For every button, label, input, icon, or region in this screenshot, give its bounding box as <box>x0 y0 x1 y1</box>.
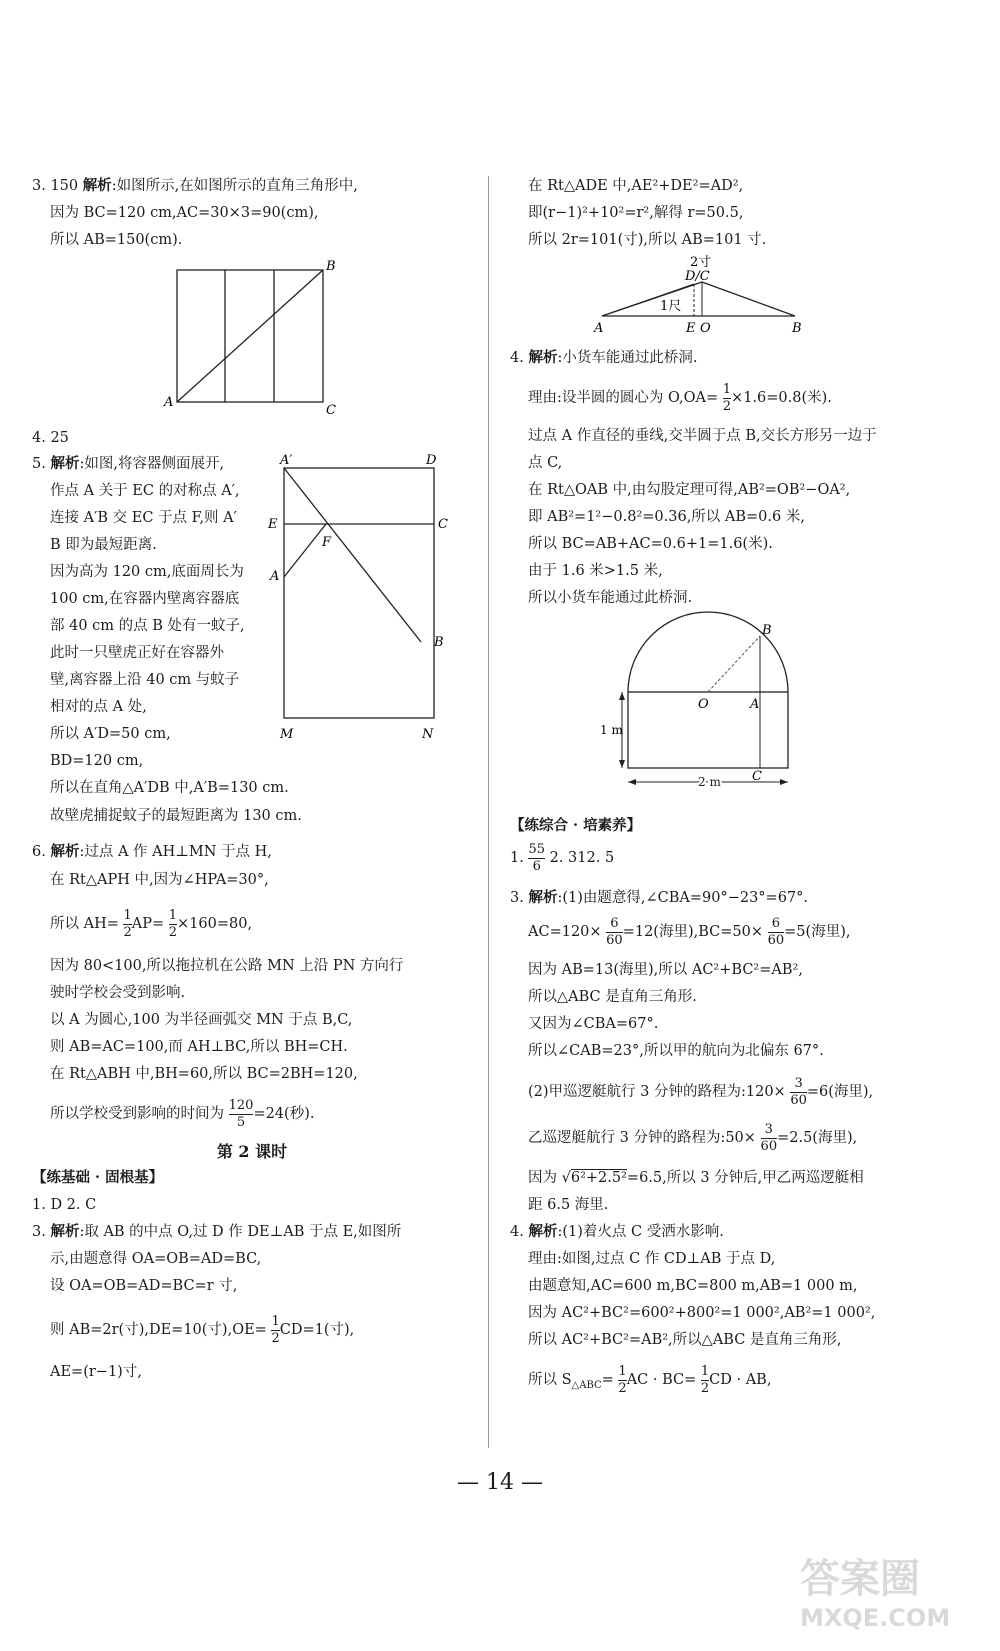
fig2-label-m: M <box>280 727 294 742</box>
figure-door-triangle <box>590 254 820 340</box>
fig4-label-a: A <box>750 697 760 712</box>
r-q1-2-answers: 1. $\frac{55}{6}$ 2. 312. 5 <box>510 841 615 874</box>
figure-rect-diagonal <box>152 256 352 416</box>
fig2-label-a: A <box>270 569 280 584</box>
q5-line2: 作点 A 关于 EC 的对称点 A′, <box>50 483 240 499</box>
fig4-label-1m: 1 m <box>600 723 623 737</box>
fig3-label-b: B <box>792 321 802 336</box>
r-q3-line8: 乙巡逻艇航行 3 分钟的路程为:50× $\frac{3}{60}$ =2.5(海里), <box>528 1121 858 1154</box>
r-q4b-line1: 4. 解析:(1)着火点 C 受洒水影响. <box>510 1223 724 1240</box>
q4-answer: 4. 25 <box>32 430 69 446</box>
r-q3-line5: 又因为∠CBA=67°. <box>528 1016 659 1032</box>
section-basic: 【练基础 · 固根基】 <box>32 1169 164 1186</box>
fig2-label-n: N <box>422 727 434 742</box>
q5-line8: 此时一只壁虎正好在容器外 <box>50 645 224 661</box>
r-q4-line7: 所以 BC=AB+AC=0.6+1=1.6(米). <box>528 536 773 552</box>
fig1-label-a: A <box>164 395 174 410</box>
r-q3-line2: AC=120× $\frac{6}{60}$ =12(海里),BC=50× $\frac{6}{60}$ =5(海里), <box>528 915 851 948</box>
fig4-label-2m: 2 m <box>698 775 721 789</box>
q6-line3: 所以 AH= $\frac{1}{2}$ AP= $\frac{1}{2}$ ×160=80, <box>50 907 253 940</box>
q6-line4: 因为 80<100,所以拖拉机在公路 MN 上沿 PN 方向行 <box>50 958 404 974</box>
q6-line7: 则 AB=AC=100,而 AH⊥BC,所以 BH=CH. <box>50 1039 348 1055</box>
fig1-label-c: C <box>326 403 336 416</box>
r-q4b-line4: 因为 AC²+BC²=600²+800²=1 000²,AB²=1 000², <box>528 1305 876 1321</box>
q6-line9: 所以学校受到影响的时间为 $\frac{120}{5}$ =24(秒). <box>50 1097 315 1130</box>
r1-line3: 所以 2r=101(寸),所以 AB=101 寸. <box>528 232 767 248</box>
watermark-logo: 答案圈 MXQE.COM <box>800 1556 951 1632</box>
r-q3-line4: 所以△ABC 是直角三角形. <box>528 989 697 1005</box>
r1-line1: 在 Rt△ADE 中,AE²+DE²=AD², <box>528 178 744 194</box>
fig3-label-2cun: 2寸 <box>690 255 712 270</box>
r-q4-line6: 即 AB²=1²−0.8²=0.36,所以 AB=0.6 米, <box>528 509 805 525</box>
fig4-label-o: O <box>698 697 709 712</box>
r-q3-line9: 因为 √6²+2.5²=6.5,所以 3 分钟后,甲乙两巡逻艇相 <box>528 1170 864 1186</box>
column-divider <box>488 176 489 1448</box>
r-q4b-line3: 由题意知,AC=600 m,BC=800 m,AB=1 000 m, <box>528 1278 858 1294</box>
r-q3-line6: 所以∠CAB=23°,所以甲的航向为北偏东 67°. <box>528 1043 824 1059</box>
r-q3-line7: (2)甲巡逻艇航行 3 分钟的路程为:120× $\frac{3}{60}$ =6(海里), <box>528 1075 874 1108</box>
q3-line1: 3. 150 解析:如图所示,在如图所示的直角三角形中, <box>32 177 358 194</box>
r-q4-line2: 理由:设半圆的圆心为 O,OA= $\frac{1}{2}$ ×1.6=0.8(米). <box>528 381 832 414</box>
q6-line8: 在 Rt△ABH 中,BH=60,所以 BC=2BH=120, <box>50 1066 358 1082</box>
q5-line9: 壁,离容器上沿 40 cm 与蚊子 <box>50 672 240 688</box>
fig2-label-a-prime: A′ <box>280 453 293 468</box>
r-q3-line3: 因为 AB=13(海里),所以 AC²+BC²=AB², <box>528 962 803 978</box>
fig3-label-dc: D/C <box>685 269 710 284</box>
q3b-line5: AE=(r−1)寸, <box>50 1364 142 1380</box>
fig3-label-a: A <box>594 321 604 336</box>
q5-line12: BD=120 cm, <box>50 753 144 769</box>
r-q4-line5: 在 Rt△OAB 中,由勾股定理可得,AB²=OB²−OA², <box>528 482 851 498</box>
q5-line5: 因为高为 120 cm,底面周长为 <box>50 564 244 580</box>
q5-line14: 故壁虎捕捉蚊子的最短距离为 130 cm. <box>50 808 302 824</box>
fig4-label-c: C <box>752 769 762 784</box>
q3b-line2: 示,由题意得 OA=OB=AD=BC, <box>50 1251 262 1267</box>
q3b-line4: 则 AB=2r(寸),DE=10(寸),OE= $\frac{1}{2}$ CD=1(寸), <box>50 1313 355 1346</box>
q6-line2: 在 Rt△APH 中,因为∠HPA=30°, <box>50 872 269 888</box>
r-q4-line8: 由于 1.6 米>1.5 米, <box>528 563 663 579</box>
r-q3-line10: 距 6.5 海里. <box>528 1197 609 1213</box>
q5-line4: B 即为最短距离. <box>50 537 157 553</box>
lesson-title: 第 2 课时 <box>216 1142 288 1161</box>
fig2-label-f: F <box>322 535 332 550</box>
section-comprehensive: 【练综合 · 培素养】 <box>510 817 642 834</box>
q5-line10: 相对的点 A 处, <box>50 699 147 715</box>
fig2-label-d: D <box>426 453 437 468</box>
r-q4-line4: 点 C, <box>528 455 563 471</box>
r-q4-line1: 4. 解析:小货车能通过此桥洞. <box>510 349 698 366</box>
page-number: — 14 — <box>457 1470 543 1495</box>
fig2-label-b: B <box>434 635 444 650</box>
fig3-label-1chi: 1尺 <box>660 299 682 314</box>
r1-line2: 即(r−1)²+10²=r²,解得 r=50.5, <box>528 205 744 221</box>
fig1-label-b: B <box>326 259 336 274</box>
q5-line6: 100 cm,在容器内壁离容器底 <box>50 591 240 607</box>
r-q4b-line6: 所以 $S_{\triangle ABC}=$ $\frac{1}{2}$ AC · BC= $\frac{1}{2}$ CD · AB, <box>528 1363 772 1396</box>
q5-line11: 所以 A′D=50 cm, <box>50 726 171 742</box>
q3-line3: 所以 AB=150(cm). <box>50 232 183 248</box>
q6-line1: 6. 解析:过点 A 作 AH⊥MN 于点 H, <box>32 843 272 860</box>
fig2-label-c: C <box>438 517 448 532</box>
q3b-line3: 设 OA=OB=AD=BC=r 寸, <box>50 1278 238 1294</box>
r-q4-line9: 所以小货车能通过此桥洞. <box>528 590 693 606</box>
figure-unfolded-cylinder <box>266 452 476 752</box>
r-q3-line1: 3. 解析:(1)由题意得,∠CBA=90°−23°=67°. <box>510 889 809 906</box>
r-q4-line3: 过点 A 作直径的垂线,交半圆于点 B,交长方形另一边于 <box>528 428 877 444</box>
fig4-label-b: B <box>762 623 772 638</box>
fig3-label-o: O <box>700 321 711 336</box>
q6-line6: 以 A 为圆心,100 为半径画弧交 MN 于点 B,C, <box>50 1012 353 1028</box>
r-q4b-line2: 理由:如图,过点 C 作 CD⊥AB 于点 D, <box>528 1251 776 1267</box>
q1-2-answers: 1. D 2. C <box>32 1197 97 1213</box>
q5-line3: 连接 A′B 交 EC 于点 F,则 A′ <box>50 510 237 526</box>
q3-line2: 因为 BC=120 cm,AC=30×3=90(cm), <box>50 205 319 221</box>
q3b-line1: 3. 解析:取 AB 的中点 O,过 D 作 DE⊥AB 于点 E,如图所 <box>32 1223 402 1240</box>
r-q4b-line5: 所以 AC²+BC²=AB²,所以△ABC 是直角三角形, <box>528 1332 842 1348</box>
q5-line1: 5. 解析:如图,将容器侧面展开, <box>32 455 225 472</box>
q6-line5: 驶时学校会受到影响. <box>50 985 186 1001</box>
q5-line7: 部 40 cm 的点 B 处有一蚊子, <box>50 618 245 634</box>
figure-bridge-arch <box>600 610 820 810</box>
fig3-label-e: E <box>686 321 696 336</box>
fig2-label-e: E <box>268 517 278 532</box>
q5-line13: 所以在直角△A′DB 中,A′B=130 cm. <box>50 780 289 796</box>
